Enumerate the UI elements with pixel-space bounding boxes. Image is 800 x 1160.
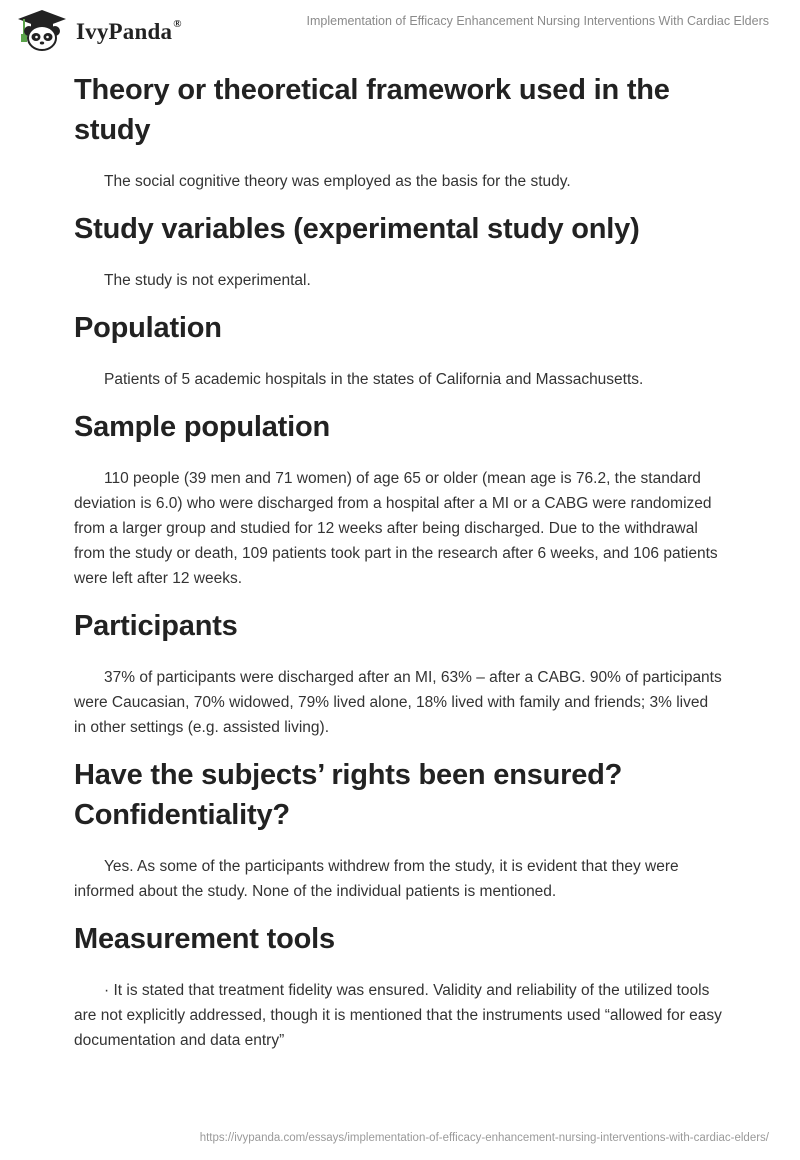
essay-content bbox=[74, 70, 724, 1068]
section-body: Patients of 5 academic hospitals in the states of California and Massachusetts. bbox=[104, 371, 644, 388]
panda-graduate-icon bbox=[14, 8, 70, 52]
section-body: Yes. As some of the participants withdrew from the study, it is evident that they were informed about the study. None of the individual patients is mentioned. bbox=[74, 858, 679, 900]
section-body: · It is stated that treatment fidelity was ensured. Validity and reliability of the utilized tools are not explicitly addressed, though it is mentioned that the instruments used “allowed for easy documentation and data entry” bbox=[74, 982, 722, 1049]
source-url[interactable]: https://ivypanda.com/essays/implementation-of-efficacy-enhancement-nursing-interventions-with-cardiac-elders/ bbox=[199, 1132, 769, 1144]
section-theory bbox=[74, 70, 724, 194]
ivypanda-logo[interactable] bbox=[14, 8, 182, 52]
section-heading: Study variables (experimental study only) bbox=[74, 213, 640, 245]
section-heading: Participants bbox=[74, 610, 238, 642]
brand-name: IvyPanda® bbox=[76, 18, 182, 44]
section-study-variables bbox=[74, 209, 724, 293]
section-heading: Have the subjects’ rights been ensured? Confidentiality? bbox=[74, 759, 623, 831]
section-population bbox=[74, 308, 724, 392]
section-subjects-rights bbox=[74, 755, 724, 904]
section-body: 110 people (39 men and 71 women) of age 65 or older (mean age is 76.2, the standard deviation is 6.0) who were discharged from a hospital after a MI or a CABG were randomized from a larger group and studied for 12 weeks after being discharged. Due to the withdrawal from the study or death, 109 patients took part in the research after 6 weeks, and 106 patients were left after 12 weeks. bbox=[74, 470, 718, 587]
section-heading: Theory or theoretical framework used in the study bbox=[74, 74, 670, 146]
page-header bbox=[0, 0, 800, 60]
section-body: The study is not experimental. bbox=[104, 272, 311, 289]
section-participants bbox=[74, 606, 724, 740]
section-heading: Sample population bbox=[74, 411, 330, 443]
document-title: Implementation of Efficacy Enhancement Nursing Interventions With Cardiac Elders bbox=[306, 14, 769, 28]
section-heading: Population bbox=[74, 312, 222, 344]
section-body: The social cognitive theory was employed as the basis for the study. bbox=[104, 173, 571, 190]
section-heading: Measurement tools bbox=[74, 923, 335, 955]
section-measurement-tools bbox=[74, 919, 724, 1053]
section-body: 37% of participants were discharged after an MI, 63% – after a CABG. 90% of participants were Caucasian, 70% widowed, 79% lived alone, 18% lived with family and friends; 3% lived in other settings (e.g. assisted living). bbox=[74, 669, 722, 736]
section-sample-population bbox=[74, 407, 724, 591]
